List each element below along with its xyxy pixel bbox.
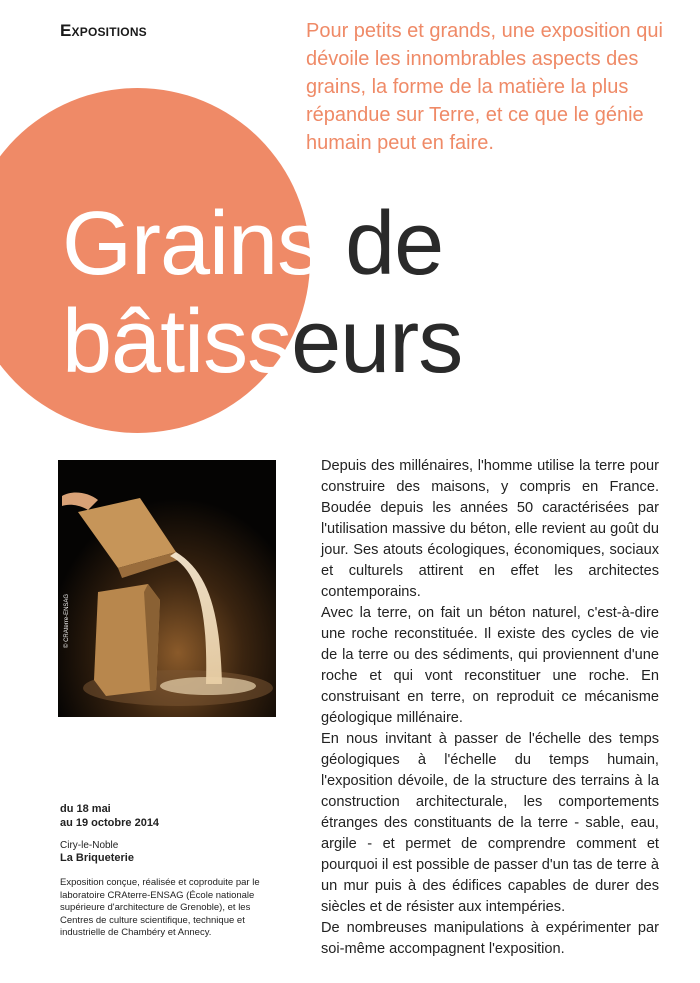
body-paragraph-2: Avec la terre, on fait un béton naturel, c'est-à-dire une roche reconstituée. Il existe des cycles de vie de la terre ou des sédiments, qui proviennent d'une roche et qui vont reconstituer une roche. En construisant en terre, on reproduit ce mécanisme géologique millénaire. (321, 605, 659, 726)
event-info (60, 802, 260, 940)
body-paragraph-3: En nous invitant à passer de l'échelle des temps géologiques à l'échelle du temps humain, l'exposition dévoile, de la structure des terrains à la construction architecturale, les comportements étranges des constituants de la terre - sable, eau, argile - et permet de comprendre comment et pourquoi il est possible de passer d'un tas de terre à un mur puis à des édifices capables de durer des siècles et de résister aux intempéries. (321, 731, 659, 915)
event-dates-start: du 18 mai (60, 803, 111, 815)
title-word-de: de (321, 194, 444, 294)
event-town: Ciry-le-Noble (60, 840, 119, 851)
title-word-eurs: eurs (291, 292, 463, 392)
article-body (321, 456, 659, 960)
title-word-batiss: bâtiss (62, 292, 292, 392)
earth-block-illustration (58, 460, 276, 717)
body-paragraph-4: De nombreuses manipulations à expérimenter par soi-même accompagnent l'exposition. (321, 920, 659, 957)
exhibition-photo (58, 460, 276, 717)
page-title (62, 196, 700, 392)
title-line-1 (62, 196, 700, 294)
event-credits: Exposition conçue, réalisée et coproduite par le laboratoire CRAterre-ENSAG (École nationale supérieure d'architecture de Grenoble), et les Centres de culture scientifique, technique et industrielle de Chambéry et Annecy. (60, 877, 260, 938)
title-line-2 (62, 294, 700, 392)
intro-text: Pour petits et grands, une exposition qui dévoile les innombrables aspects des grains, la forme de la matière la plus répandue sur Terre, et ce que le génie humain peut en faire. (306, 20, 663, 154)
section-label-text: Expositions (60, 21, 147, 40)
event-venue: La Briqueterie (60, 852, 134, 864)
event-dates-end: au 19 octobre 2014 (60, 817, 160, 829)
section-label (60, 21, 147, 41)
body-paragraph-1: Depuis des millénaires, l'homme utilise la terre pour construire des maisons, y compris en France. Boudée depuis les années 50 caractérisées par l'utilisation massive du béton, elle revient au goût du jour. Ses atouts écologiques, économiques, sociaux et culturels attirent en effet les architectes contemporains. (321, 458, 659, 600)
photo-credit: © CRAterre-ENSAG (64, 593, 70, 648)
title-word-grains: Grains (62, 194, 322, 294)
